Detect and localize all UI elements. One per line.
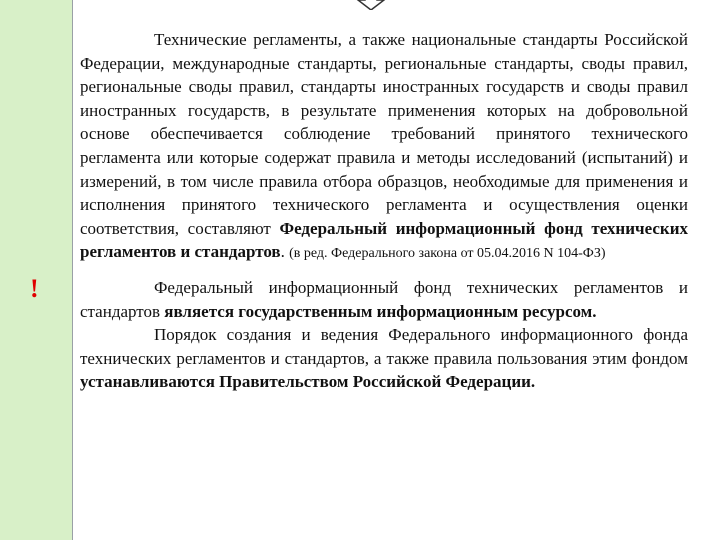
p3-text-1: Порядок создания и ведения Федерального информационного фонда технических регламентов и стандартов, а также правила пользования этим фондом [80, 325, 688, 368]
document-body [80, 28, 688, 394]
paragraph-procedure [80, 323, 688, 394]
paragraph-fund-status [80, 276, 688, 323]
sidebar-divider [72, 0, 73, 540]
p3-emphasis: устанавливаются Правительством Российской Федерации. [80, 372, 536, 392]
paragraph-regulations [80, 28, 688, 266]
down-arrow-icon [356, 0, 386, 10]
p1-text-4: . [280, 242, 290, 262]
p1-text-1: Технические регламенты, а также национальные стандарты Российской Федерации, международные стандарты, региональные стандарты, своды правил, региональные своды правил, стандарты иностранных государств и своды правил иностранных государств [80, 30, 688, 120]
p1-text-2: , в результате применения которых на добровольной основе обеспечивается соблюдение требований принятого технического регламента или которые содержат правила и методы исследований (испытаний) и измерений, в том числе правила отбора образцов, необходимые для применения и исполнения принятого технического регламента и осуществления оценки соответствия, составляют [80, 100, 688, 238]
left-sidebar-strip [0, 0, 72, 540]
p1-emphasis-fund: Федеральный информационный фонд технических регламентов и стандартов [80, 218, 688, 262]
p2-emphasis: является государственным информационным ресурсом. [164, 301, 597, 321]
p2-text-1: Федеральный информационный фонд технических регламентов и стандартов [80, 277, 688, 321]
p1-amendment-note: (в ред. Федерального закона от 05.04.2016 N 104-ФЗ) [289, 246, 606, 262]
exclamation-mark: ! [30, 274, 39, 303]
